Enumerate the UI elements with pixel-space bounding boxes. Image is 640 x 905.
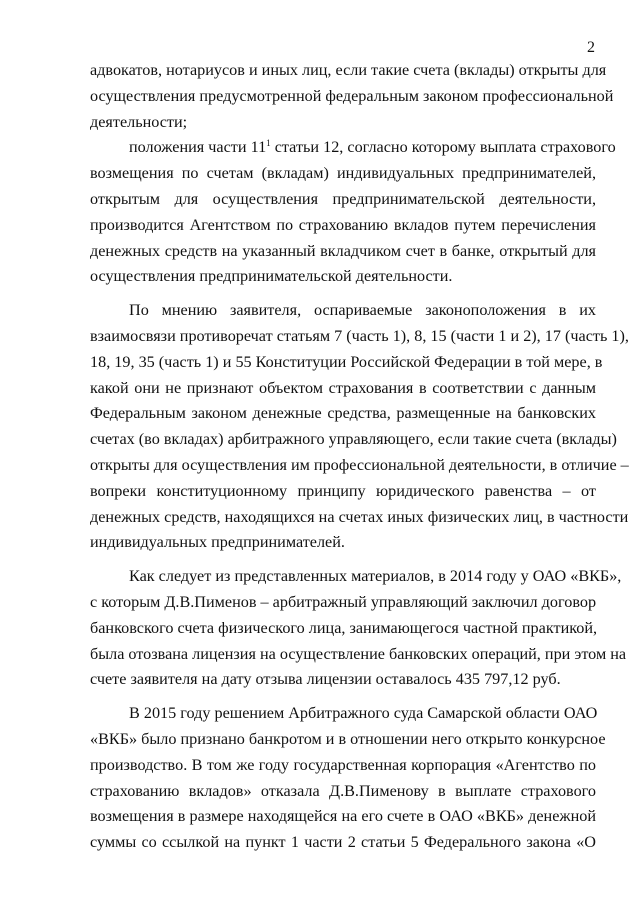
paragraph-4 (90, 564, 627, 693)
text-line: с которым Д.В.Пименов – арбитражный управляющий заключил договор (90, 592, 597, 611)
paragraph-1 (90, 58, 614, 135)
text-line: 18, 19, 35 (часть 1) и 55 Конституции Российской Федерации в той мере, в (90, 352, 603, 371)
text-line: денежных средств, находящихся на счетах иных физических лиц, в частности (90, 507, 629, 526)
text-line: деятельности; (90, 112, 188, 131)
text-line: была отозвана лицензия на осуществление банковских операций, при этом на (90, 644, 627, 663)
text-line: открыты для осуществления им профессиональной деятельности, в отличие – (90, 455, 629, 474)
text-line: какой они не признают объектом страхования в соответствии с данным (90, 378, 596, 397)
document-body (90, 58, 629, 856)
paragraph-spacer (90, 290, 596, 298)
text-line: счетах (во вкладах) арбитражного управляющего, если такие счета (вклады) (90, 430, 617, 449)
text-line: возмещения по счетам (вкладам) индивидуальных предпринимателей, (90, 164, 596, 183)
text-fragment: положения части 11 (129, 138, 267, 157)
superscript: 1 (266, 138, 271, 149)
text-line: денежных средств на указанный вкладчиком счет в банке, открытый для (90, 241, 596, 260)
text-line: адвокатов, нотариусов и иных лиц, если такие счета (вклады) открыты для (90, 61, 607, 79)
text-line: вопреки конституционному принципу юридического равенства – от (90, 481, 596, 500)
text-line: производство. В том же году государственная корпорация «Агентство по (90, 755, 596, 774)
text-line: осуществления предпринимательской деятельности. (90, 267, 453, 286)
text-line: индивидуальных предпринимателей. (90, 533, 345, 552)
paragraph-spacer (90, 556, 596, 564)
text-line: Федеральным законом денежные средства, размещенные на банковских (90, 404, 596, 423)
text-line: производится Агентством по страхованию вкладов путем перечисления (90, 215, 596, 234)
text-line: возмещения в размере находящейся на его счете в ОАО «ВКБ» денежной (90, 807, 596, 826)
page-number: 2 (587, 39, 595, 56)
paragraph-2 (90, 135, 616, 290)
text-line: осуществления предусмотренной федеральным законом профессиональной (90, 86, 614, 105)
text-line: банковского счета физического лица, занимающегося частной практикой, (90, 618, 598, 637)
text-line: Как следует из представленных материалов, в 2014 году у ОАО «ВКБ», (129, 567, 622, 586)
text-line: взаимосвязи противоречат статьям 7 (часть 1), 8, 15 (части 1 и 2), 17 (часть 1), (90, 326, 629, 345)
text-line (90, 135, 616, 161)
text-line: «ВКБ» было признано банкротом и в отношении него открыто конкурсное (90, 729, 606, 748)
paragraph-5 (90, 701, 606, 856)
text-line: суммы со ссылкой на пункт 1 части 2 статьи 5 Федерального закона «О (90, 833, 596, 852)
paragraph-spacer (90, 693, 596, 701)
text-fragment: статьи 12, согласно которому выплата страхового (270, 138, 616, 157)
text-line: По мнению заявителя, оспариваемые законоположения в их (129, 301, 596, 320)
text-line: открытым для осуществления предпринимательской деятельности, (90, 189, 596, 208)
paragraph-3 (90, 298, 629, 556)
text-line: В 2015 году решением Арбитражного суда Самарской области ОАО (129, 704, 598, 723)
text-line: страхованию вкладов» отказала Д.В.Пименову в выплате страхового (90, 781, 596, 800)
text-line: счете заявителя на дату отзыва лицензии оставалось 435 797,12 руб. (90, 670, 561, 689)
